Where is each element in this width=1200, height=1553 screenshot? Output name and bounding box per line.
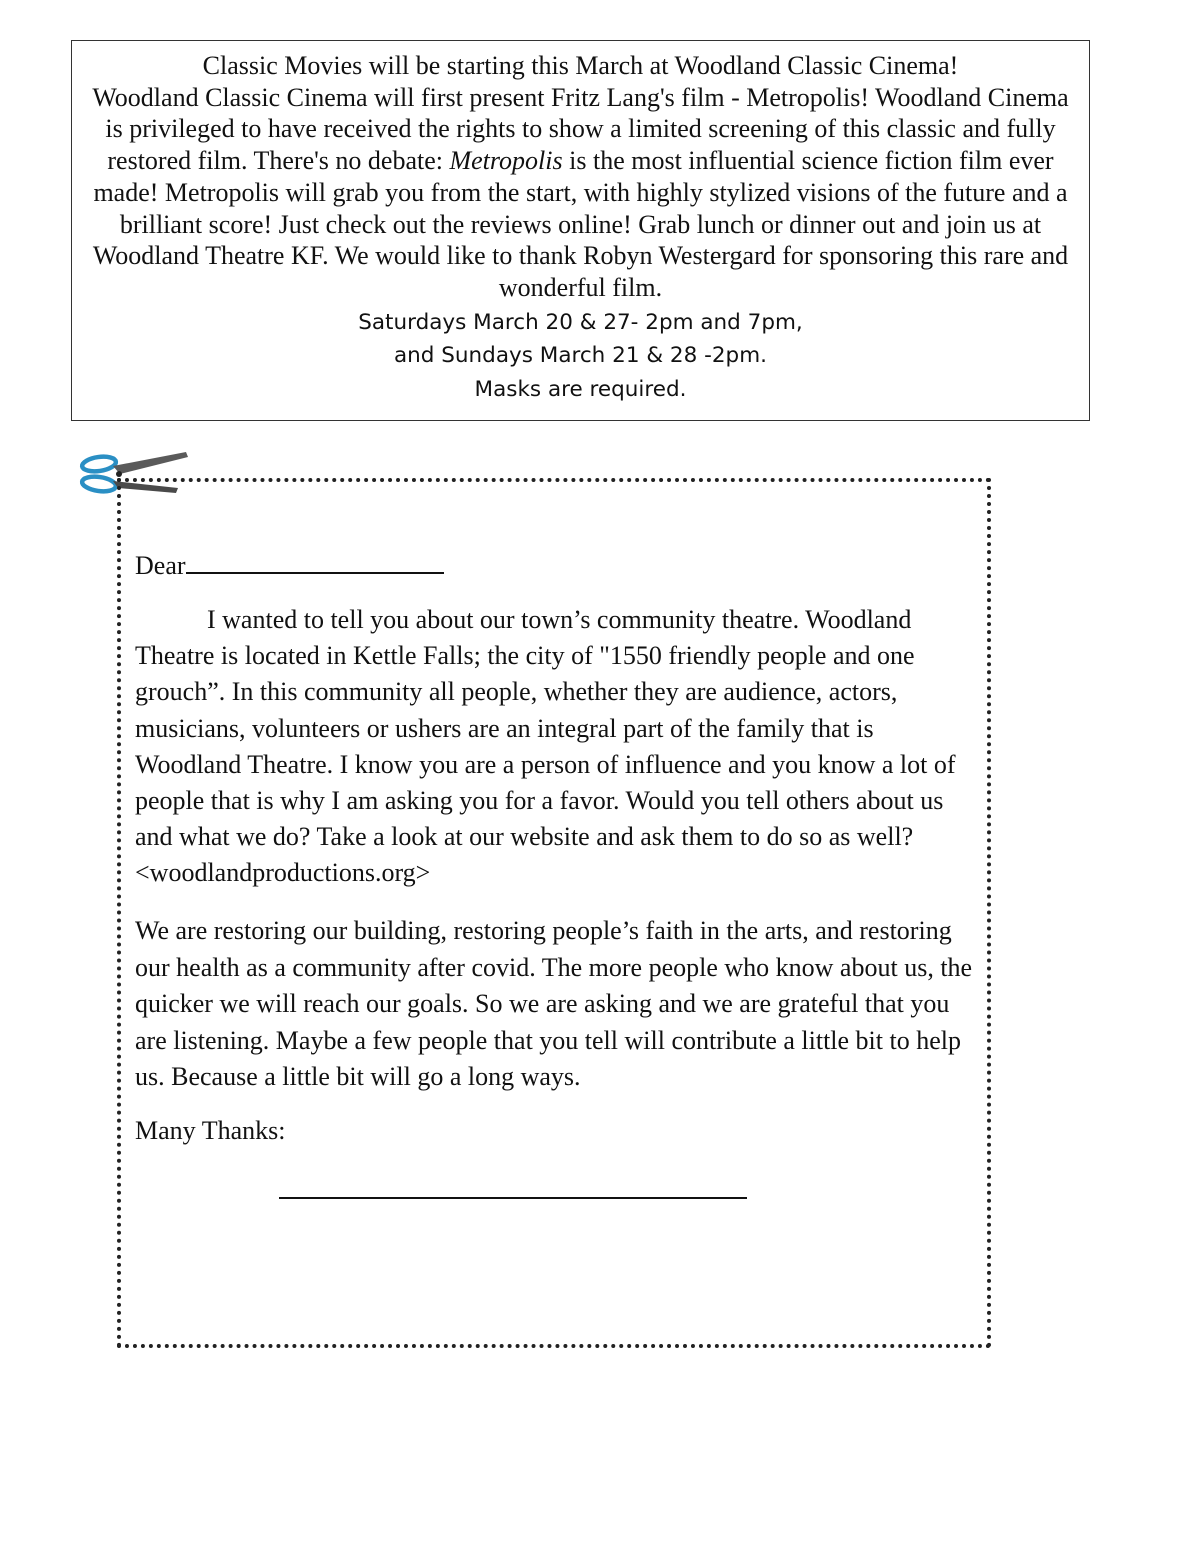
announcement-box — [71, 40, 1090, 421]
schedule-sundays: and Sundays March 21 & 28 -2pm. — [394, 343, 767, 369]
greeting-text: Dear — [135, 551, 186, 580]
announcement-body-part1: Woodland Classic Cinema will first present Fritz Lang's film - Metropolis! Woodland Cinema is privileged to have received the rights to show a limited screening of this classic and fully restored film. There's no debate: — [92, 82, 1069, 176]
schedule-saturdays: Saturdays March 20 & 27- 2pm and 7pm, — [358, 309, 803, 335]
announcement-text — [72, 41, 1089, 304]
announcement-headline: Classic Movies will be starting this March at Woodland Classic Cinema! — [202, 51, 959, 80]
greeting-line — [135, 548, 444, 582]
paragraph-1-text: I wanted to tell you about our town’s community theatre. Woodland Theatre is located in Kettle Falls; the city of "1550 friendly people and one grouch”. In this community all people, whether they are audience, actors, musicians, volunteers or ushers are an integral part of the family that is Woodland Theatre. I know you are a person of influence and you know a lot of people that is why I am asking you for a favor. Would you tell others about us and what we do? Take a look at our website and ask them to do so as well? <woodlandproductions.org> — [135, 605, 956, 888]
letter-paragraph-2: We are restoring our building, restoring people’s faith in the arts, and restoring our health as a community after covid. The more people who know about us, the quicker we will reach our goals. So we are asking and we are grateful that you are listening. Maybe a few people that you tell will contribute a little bit to help us. Because a little bit will go a long ways. — [135, 916, 973, 1091]
letter-coupon — [117, 478, 991, 1348]
recipient-blank — [186, 548, 444, 574]
schedule-block — [72, 306, 1089, 407]
announcement-body — [84, 82, 1077, 304]
masks-note: Masks are required. — [474, 376, 687, 402]
signature-line — [279, 1197, 747, 1199]
letter-paragraph-1 — [135, 602, 975, 892]
closing-text: Many Thanks: — [135, 1116, 286, 1145]
announcement-body-part2: is the most influential science fiction film ever made! Metropolis will grab you from the start, with highly stylized visions of the future and a brilliant score! Just check out the reviews online! Grab lunch or dinner out and join us at Woodland Theatre KF. We would like to thank Robyn Westergard for sponsoring this rare and wonderful film. — [92, 146, 1069, 302]
film-title-italic: Metropolis — [449, 146, 563, 176]
